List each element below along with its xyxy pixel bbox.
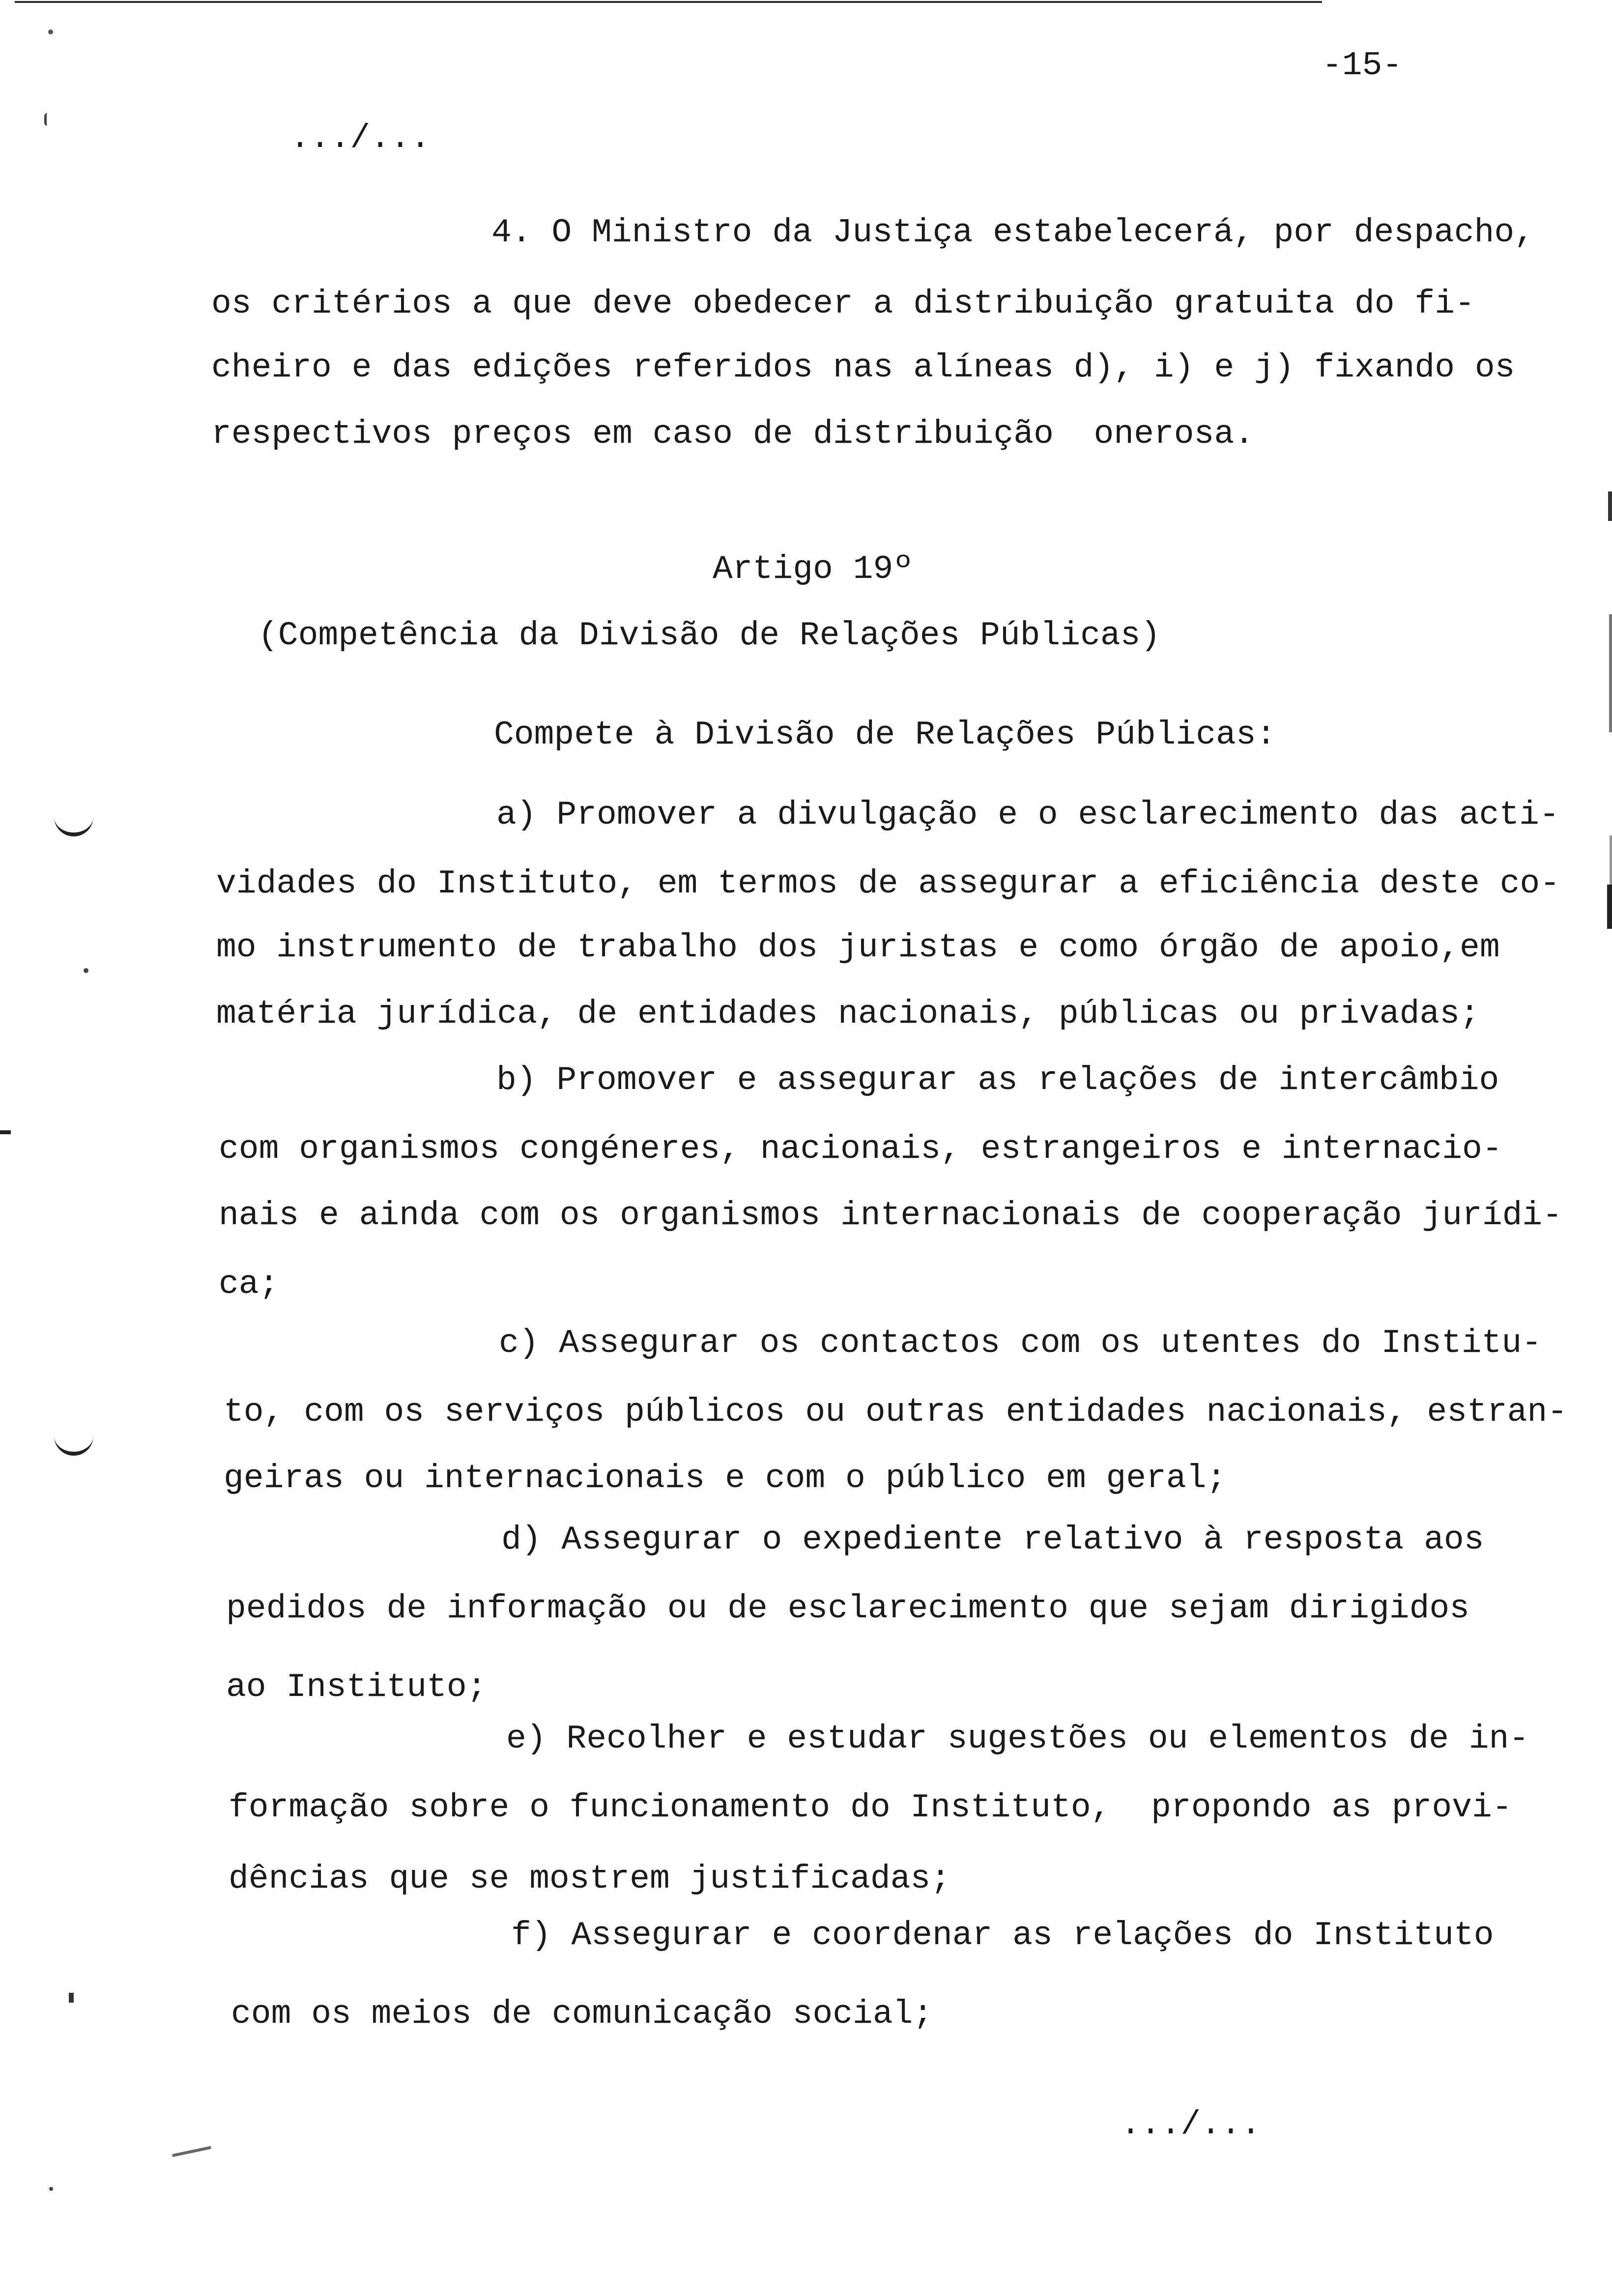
scan-right-edge-mark [1609, 614, 1612, 732]
paragraph-4-line: os critérios a que deve obedecer a distribuição gratuita do fi- [211, 285, 1475, 323]
item-e-line: formação sobre o funcionamento do Instituto, propondo as provi- [229, 1789, 1512, 1827]
scan-speck [172, 2146, 211, 2157]
punch-hole-mark [54, 1435, 93, 1456]
continuation-bottom: .../... [1121, 2106, 1261, 2144]
item-c-line: c) Assegurar os contactos com os utentes do Institu- [499, 1324, 1542, 1362]
paragraph-4-line: 4. O Ministro da Justiça estabelecerá, por despacho, [491, 214, 1534, 252]
scan-speck [48, 29, 53, 34]
item-d-line: ao Instituto; [226, 1668, 487, 1706]
scan-right-edge-mark [1607, 885, 1612, 929]
item-a-line: a) Promover a divulgação e o esclarecimento das acti- [496, 796, 1559, 834]
item-f-line: f) Assegurar e coordenar as relações do Instituto [511, 1917, 1494, 1954]
item-c-line: to, com os serviços públicos ou outras entidades nacionais, estran- [224, 1393, 1568, 1431]
scan-speck [49, 2187, 53, 2191]
article-intro: Compete à Divisão de Relações Públicas: [494, 716, 1276, 754]
paragraph-4-line: cheiro e das edições referidos nas alíneas d), i) e j) fixando os [211, 349, 1515, 387]
item-f-line: com os meios de comunicação social; [231, 1995, 933, 2033]
scan-top-rule [15, 1, 1322, 3]
item-e-line: e) Recolher e estudar sugestões ou elementos de in- [506, 1720, 1529, 1758]
item-d-line: d) Assegurar o expediente relativo à resposta aos [501, 1521, 1484, 1559]
continuation-top: .../... [290, 119, 431, 157]
item-a-line: mo instrumento de trabalho dos juristas e como órgão de apoio,em [216, 929, 1500, 967]
punch-hole-mark [54, 816, 93, 836]
scan-speck [84, 968, 88, 973]
article-subtitle: (Competência da Divisão de Relações Públicas) [258, 617, 1161, 655]
item-c-line: geiras ou internacionais e com o público em geral; [224, 1460, 1227, 1497]
item-b-line: com organismos congéneres, nacionais, estrangeiros e internacio- [219, 1130, 1502, 1168]
item-b-line: ca; [219, 1265, 279, 1303]
item-d-line: pedidos de informação ou de esclarecimento que sejam dirigidos [226, 1590, 1470, 1628]
scan-speck [0, 1130, 11, 1134]
item-a-line: vidades do Instituto, em termos de assegurar a eficiência deste co- [216, 865, 1560, 903]
scan-speck [44, 113, 51, 126]
item-a-line: matéria jurídica, de entidades nacionais, públicas ou privadas; [216, 995, 1480, 1033]
item-b-line: nais e ainda com os organismos internacionais de cooperação jurídi- [219, 1197, 1563, 1234]
item-e-line: dências que se mostrem justificadas; [229, 1860, 951, 1898]
scan-right-edge-mark [1608, 491, 1612, 521]
paragraph-4-line: respectivos preços em caso de distribuição onerosa. [211, 415, 1254, 453]
item-b-line: b) Promover e assegurar as relações de intercâmbio [496, 1062, 1499, 1099]
scan-speck [69, 1993, 74, 2003]
article-title: Artigo 19º [713, 550, 914, 588]
page-number: -15- [1322, 47, 1403, 85]
